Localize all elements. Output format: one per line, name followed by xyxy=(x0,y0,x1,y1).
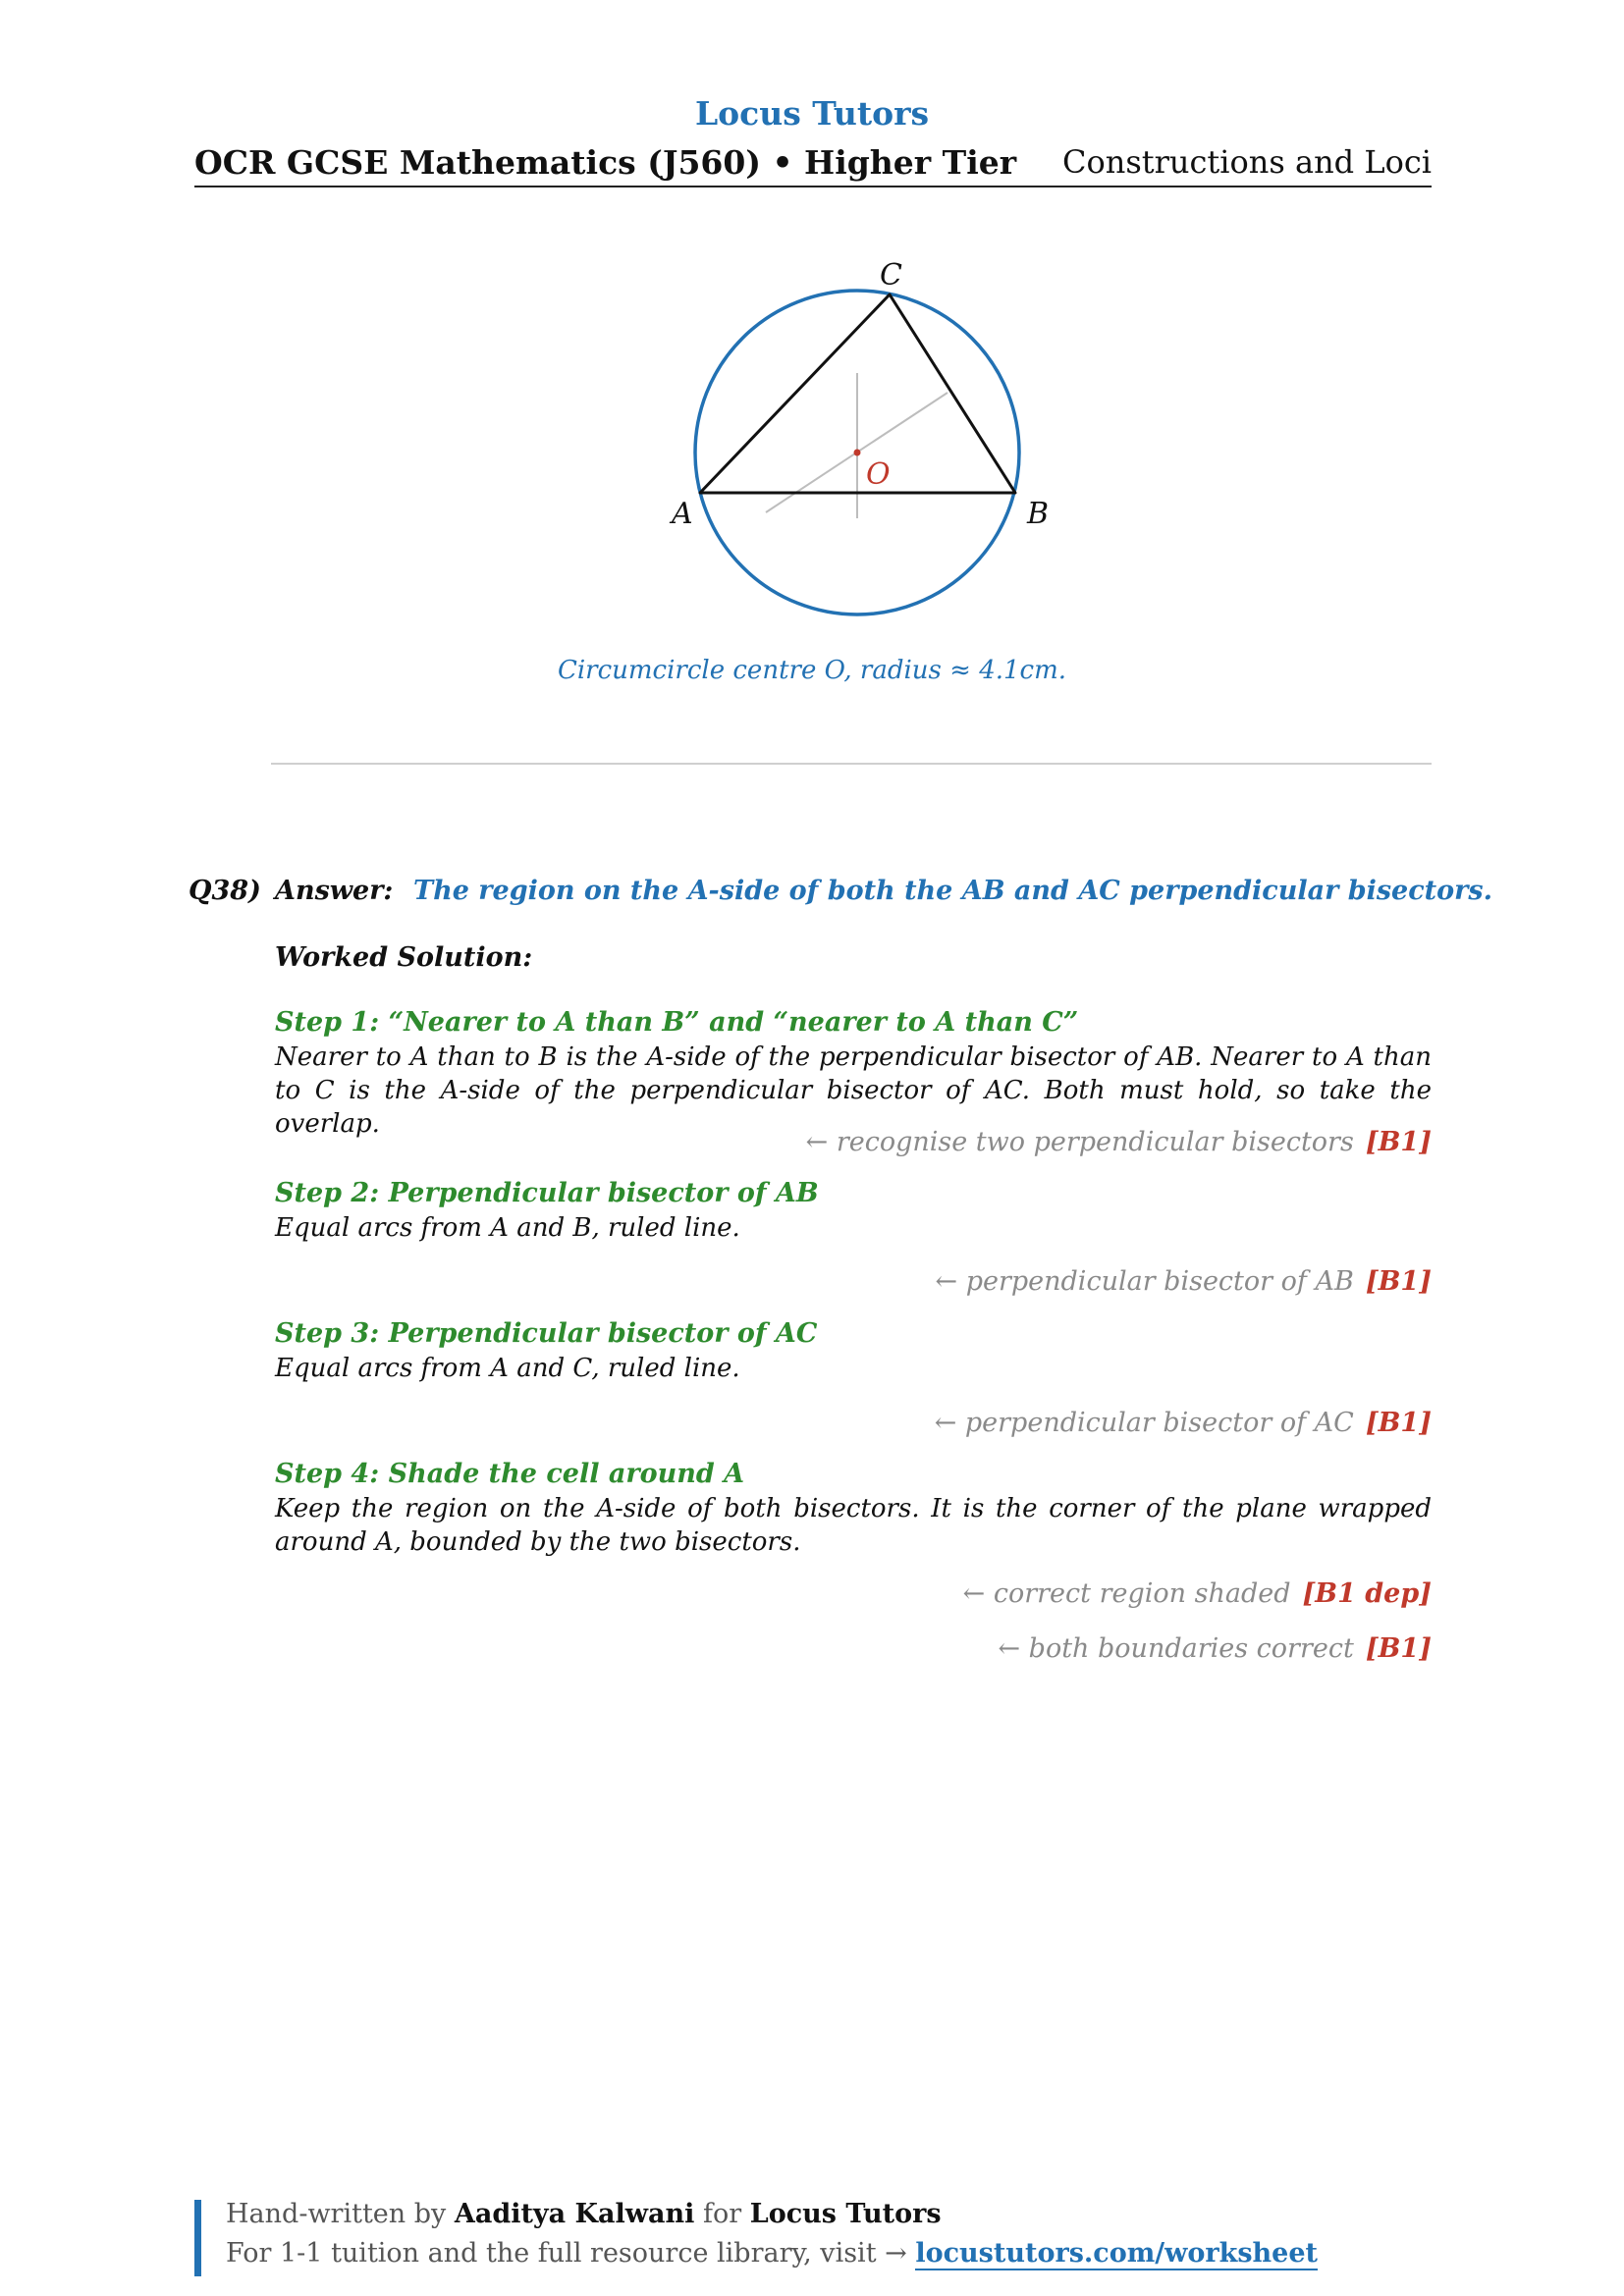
footer-accent-bar xyxy=(194,2200,201,2276)
step-3-body: Equal arcs from A and C, ruled line. xyxy=(275,1354,740,1383)
step-1-title: Step 1: “Nearer to A than B” and “nearer to A than C” xyxy=(275,1007,1079,1038)
mark-text: ← perpendicular bisector of AB xyxy=(935,1266,1354,1297)
footer-visit-text: For 1-1 tuition and the full resource library, visit → xyxy=(226,2238,907,2269)
footer-mid: for xyxy=(702,2199,742,2229)
step-4-body: Keep the region on the A-side of both bisectors. It is the corner of the plane wrapped around A, bounded by the two bisectors. xyxy=(275,1494,1432,1557)
step-1-mark xyxy=(806,1127,1432,1157)
footer-author: Aaditya Kalwani xyxy=(454,2199,695,2229)
step-3-mark xyxy=(935,1408,1432,1438)
answer-label: Answer: xyxy=(275,876,394,906)
mark-text: ← perpendicular bisector of AC xyxy=(934,1408,1354,1438)
footer-visit xyxy=(226,2238,1318,2269)
mark-text: ← recognise two perpendicular bisectors xyxy=(805,1127,1354,1157)
footer-prefix: Hand-written by xyxy=(226,2199,447,2229)
figure-caption: Circumcircle centre O, radius ≈ 4.1cm. xyxy=(557,656,1067,685)
mark-text: ← both boundaries correct xyxy=(998,1633,1354,1664)
label-o: O xyxy=(866,457,891,492)
topic-title: Constructions and Loci xyxy=(1061,143,1432,181)
step-3-title: Step 3: Perpendicular bisector of AC xyxy=(275,1318,818,1349)
footer-link[interactable]: locustutors.com/worksheet xyxy=(915,2238,1319,2269)
mark-text: ← correct region shaded xyxy=(962,1578,1291,1609)
step-2-mark xyxy=(936,1266,1433,1297)
footer-org: Locus Tutors xyxy=(749,2199,942,2229)
worked-solution-label: Worked Solution: xyxy=(275,942,533,973)
step-4-title: Step 4: Shade the cell around A xyxy=(275,1459,745,1489)
separator-rule xyxy=(271,763,1432,765)
step-4-mark-1 xyxy=(963,1578,1432,1609)
mark-code: [B1] xyxy=(1365,1633,1432,1664)
answer-text: The region on the A-side of both the AB and AC perpendicular bisectors. xyxy=(413,876,1492,906)
question-number: Q38) xyxy=(189,876,261,906)
circumcircle-figure xyxy=(609,245,1050,628)
course-title: OCR GCSE Mathematics (J560) • Higher Tier xyxy=(194,143,1017,182)
step-1-body: Nearer to A than to B is the A-side of the perpendicular bisector of AB. Nearer to A than to C is the A-side of the perpendicular bisector of AC. Both must hold, so take the overlap. xyxy=(275,1042,1432,1139)
mark-code: [B1 dep] xyxy=(1302,1578,1432,1609)
step-4-mark-2 xyxy=(998,1633,1432,1664)
step-2-title: Step 2: Perpendicular bisector of AB xyxy=(275,1178,819,1208)
mark-code: [B1] xyxy=(1365,1127,1432,1157)
mark-code: [B1] xyxy=(1365,1408,1432,1438)
centre-point xyxy=(854,450,861,456)
header-rule xyxy=(194,186,1432,187)
mark-code: [B1] xyxy=(1365,1266,1432,1297)
label-a: A xyxy=(672,497,693,531)
brand-title: Locus Tutors xyxy=(694,94,930,133)
label-b: B xyxy=(1027,497,1050,531)
step-2-body: Equal arcs from A and B, ruled line. xyxy=(275,1213,740,1243)
footer-credit xyxy=(226,2199,942,2229)
label-c: C xyxy=(880,258,902,293)
